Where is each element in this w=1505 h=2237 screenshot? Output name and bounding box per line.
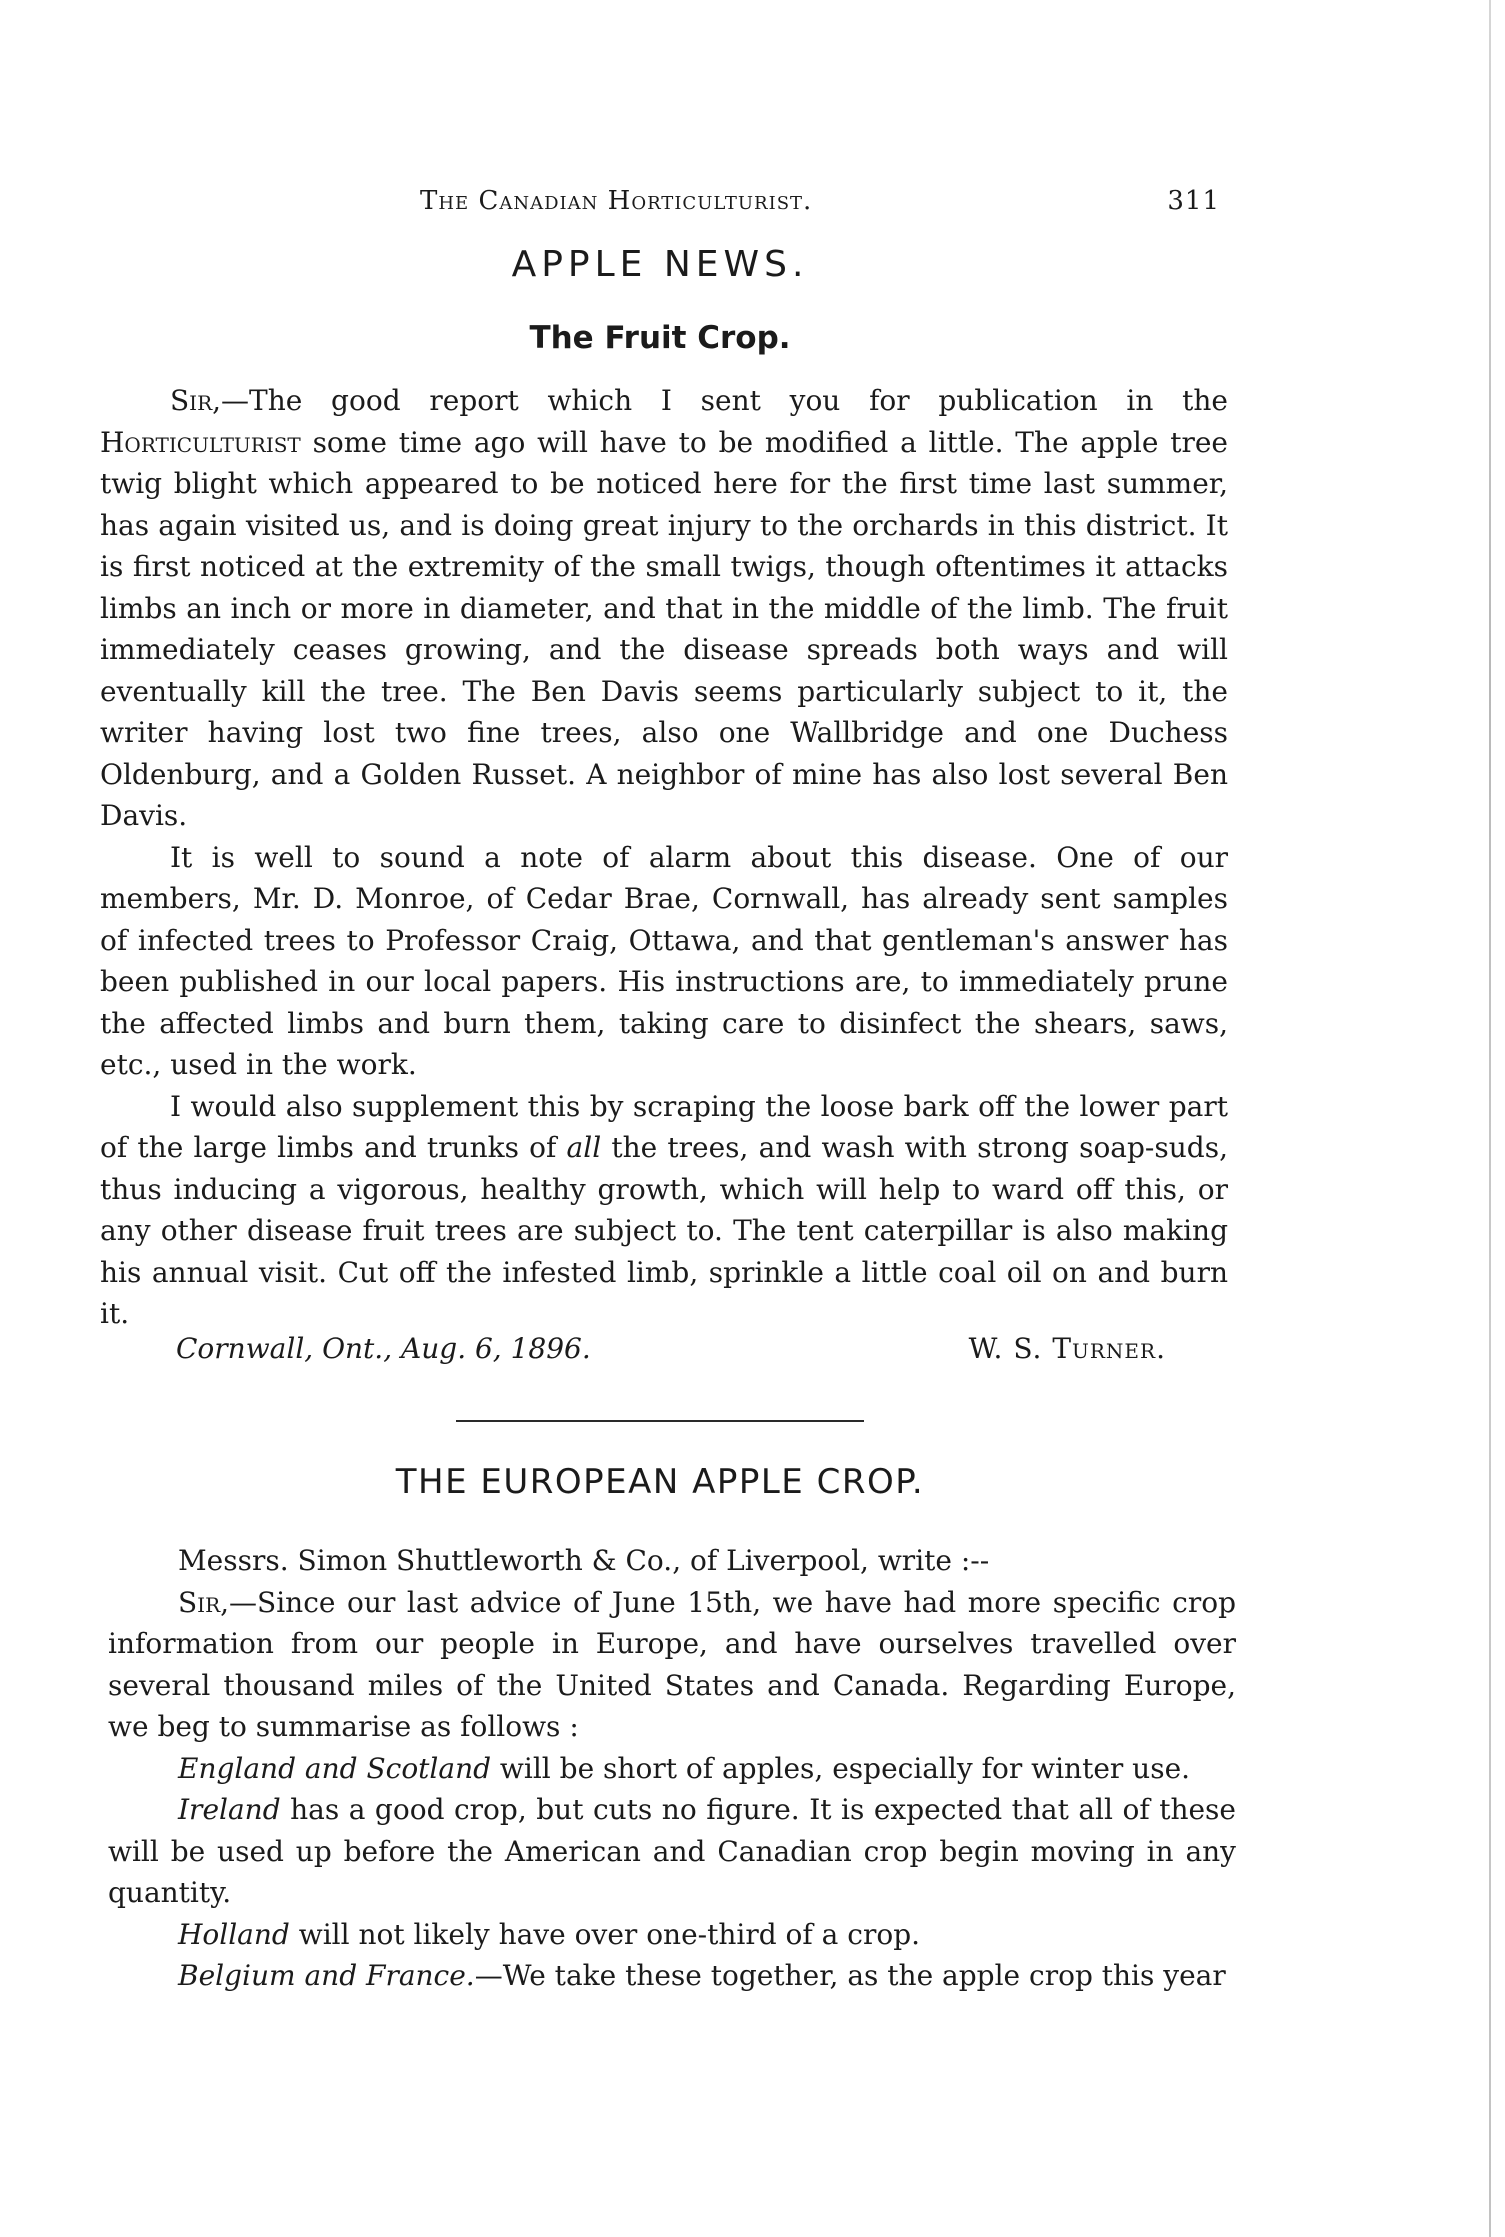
section-divider <box>456 1420 864 1422</box>
paragraph-text: I would also supplement this by scraping the loose bark off the lower part of the large limbs and trunks of <box>100 1089 1228 1164</box>
paragraph-text: will not likely have over one-third of a crop. <box>289 1917 921 1951</box>
paragraph-text: the trees, and wash with strong soap-suds, thus inducing a vigorous, healthy growth, which will help to ward off this, or any other disease fruit trees are subject to. The tent caterpillar is also making his annual visit. Cut off the infested limb, sprinkle a little coal oil on and burn it. <box>100 1131 1228 1330</box>
emphasis: all <box>566 1131 602 1164</box>
page-number: 311 <box>1167 186 1220 216</box>
paragraph <box>108 1789 1236 1914</box>
paragraph <box>108 1955 1236 1997</box>
paragraph-text: —We take these together, as the apple crop this year <box>474 1959 1226 1992</box>
country-label: Belgium and France. <box>178 1959 475 1992</box>
place-date: Cornwall, Ont., Aug. 6, 1896. <box>176 1332 591 1365</box>
salutation: Sir, <box>170 384 222 417</box>
running-title: The Canadian Horticulturist. <box>420 186 813 216</box>
article-european-crop-body <box>108 1540 1236 1997</box>
paragraph <box>108 1748 1236 1790</box>
country-label: Ireland <box>178 1793 281 1826</box>
paragraph <box>100 380 1228 837</box>
country-label: Holland <box>178 1917 290 1951</box>
running-header <box>420 186 1220 216</box>
salutation: Sir, <box>178 1585 230 1619</box>
paragraph-text: will be short of apples, especially for winter use. <box>491 1751 1191 1785</box>
publication-name: Horticulturist <box>100 425 301 459</box>
paragraph-text: has a good crop, but cuts no figure. It is expected that all of these will be used up before the American and Canadian crop begin moving in any quantity. <box>108 1793 1236 1909</box>
paragraph <box>108 1914 1236 1956</box>
paragraph: It is well to sound a note of alarm about this disease. One of our members, Mr. D. Monroe, of Cedar Brae, Cornwall, has already sent samples of infected trees to Professor Craig, Ottawa, and that gentleman's answer has been published in our local papers. His instructions are, to immediately prune the affected limbs and burn them, taking care to disinfect the shears, saws, etc., used in the work. <box>100 840 1228 1081</box>
section-title: APPLE NEWS. <box>511 244 809 285</box>
paragraph-text: some time ago will have to be modified a little. The apple tree twig blight which appeared to be noticed here for the first time last summer, has again visited us, and is doing great injury to the orchards in this district. It is first noticed at the extremity of the small twigs, though oftentimes it attacks limbs an inch or more in diameter, and that in the middle of the limb. The fruit immediately ceases growing, and the disease spreads both ways and will eventually kill the tree. The Ben Davis seems particularly subject to it, the writer having lost two fine trees, also one Wallbridge and one Duchess Oldenburg, and a Golden Russet. A neighbor of mine has also lost several Ben Davis. <box>100 425 1228 832</box>
paragraph <box>100 1086 1228 1335</box>
article-fruit-crop-body <box>100 380 1228 1335</box>
paragraph: Messrs. Simon Shuttleworth & Co., of Liverpool, write :-- <box>178 1544 990 1577</box>
author: W. S. Turner. <box>968 1332 1166 1365</box>
country-label: England and Scotland <box>178 1751 492 1785</box>
article-title: THE EUROPEAN APPLE CROP. <box>395 1462 925 1502</box>
paragraph <box>108 1582 1236 1748</box>
article-subtitle: The Fruit Crop. <box>529 320 791 356</box>
signature-line <box>176 1332 1166 1365</box>
paragraph-text: —Since our last advice of June 15th, we have had more specific crop information from our people in Europe, and have ourselves travelled over several thousand miles of the United States and Canada. Regarding Europe, we beg to summarise as follows : <box>108 1585 1236 1743</box>
paragraph-text: —The good report which I sent you for publication in the <box>221 384 1228 417</box>
